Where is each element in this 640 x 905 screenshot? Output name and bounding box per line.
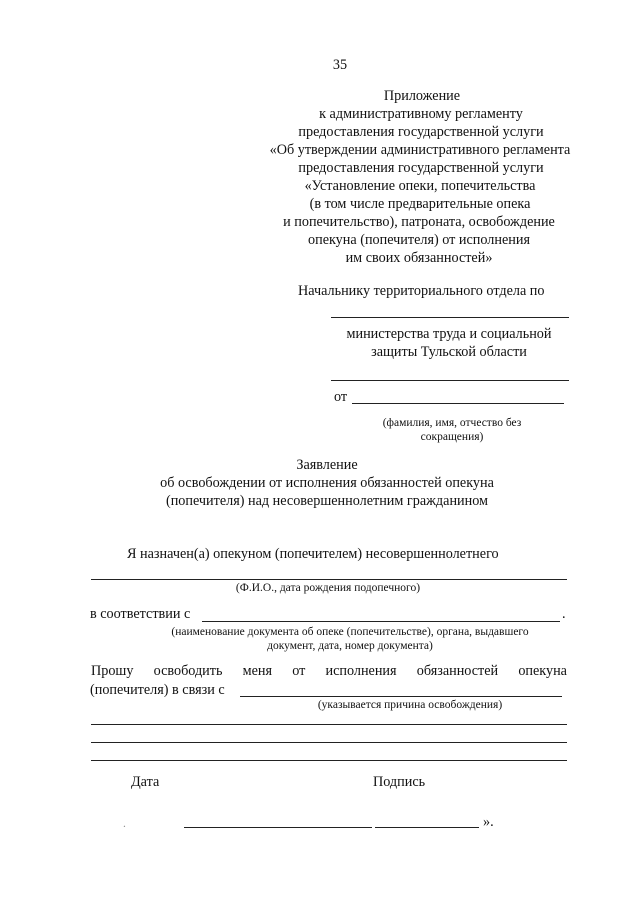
- title-line-2: об освобождении от исполнения обязанностей опекуна: [160, 475, 494, 491]
- appendix-line: «Установление опеки, попечительства: [304, 178, 536, 194]
- appendix-line: «Об утверждении административного регламента: [269, 142, 571, 158]
- signature-label: Подпись: [373, 774, 426, 790]
- reason-extra-line: [91, 724, 567, 725]
- request-line: [91, 663, 567, 680]
- appendix-line: Приложение: [383, 88, 461, 104]
- appointed-text: Я назначен(а) опекуном (попечителем) несовершеннолетнего: [127, 546, 499, 562]
- addressee-line-2: министерства труда и социальной: [346, 326, 552, 342]
- document-blank-line: [202, 621, 560, 622]
- from-hint-1: (фамилия, имя, отчество без: [382, 417, 522, 429]
- from-label: от: [334, 389, 348, 405]
- reason-blank-line: [240, 696, 562, 697]
- addressee-blank-line: [331, 380, 569, 381]
- request-word: исполнения: [325, 663, 397, 679]
- closing-dot: .: [123, 818, 126, 830]
- signature-blank-line: [375, 827, 479, 828]
- from-hint-2: сокращения): [420, 431, 484, 443]
- title-line-3: (попечителя) над несовершеннолетним гражданином: [165, 493, 489, 509]
- applicant-name-line: [352, 403, 564, 404]
- request-word: меня: [242, 663, 273, 679]
- appendix-line: предоставления государственной услуги: [298, 160, 544, 176]
- accordance-label: в соответствии с: [90, 606, 191, 622]
- accordance-end: .: [562, 606, 566, 622]
- request-word: от: [292, 663, 306, 679]
- ward-blank-line: [91, 579, 567, 580]
- request-word: освободить: [153, 663, 223, 679]
- reason-hint: (указывается причина освобождения): [317, 699, 503, 711]
- closing-quote: ».: [483, 814, 494, 830]
- date-blank-line: [184, 827, 372, 828]
- appendix-line: предоставления государственной услуги: [298, 124, 544, 140]
- date-label: Дата: [131, 774, 160, 790]
- appendix-line: им своих обязанностей»: [345, 250, 493, 266]
- title-line-1: Заявление: [296, 457, 358, 473]
- doc-hint-2: документ, дата, номер документа): [267, 640, 433, 652]
- ward-hint: (Ф.И.О., дата рождения подопечного): [235, 582, 421, 594]
- request-word: Прошу: [91, 663, 134, 679]
- reason-extra-line: [91, 742, 567, 743]
- appendix-line: и попечительство), патроната, освобождение: [283, 214, 555, 230]
- department-blank-line: [331, 317, 569, 318]
- appendix-line: к административному регламенту: [319, 106, 523, 122]
- reason-extra-line: [91, 760, 567, 761]
- page-number: 35: [332, 57, 348, 73]
- request-word: опекуна: [518, 663, 567, 679]
- request-line-2: (попечителя) в связи с: [90, 682, 225, 698]
- appendix-line: (в том числе предварительные опека: [309, 196, 531, 212]
- doc-hint-1: (наименование документа об опеке (попечительстве), органа, выдавшего: [171, 626, 529, 638]
- addressee-line-3: защиты Тульской области: [371, 344, 527, 360]
- addressee-line-1: Начальнику территориального отдела по: [298, 283, 545, 299]
- request-word: обязанностей: [416, 663, 499, 679]
- appendix-line: опекуна (попечителя) от исполнения: [308, 232, 530, 248]
